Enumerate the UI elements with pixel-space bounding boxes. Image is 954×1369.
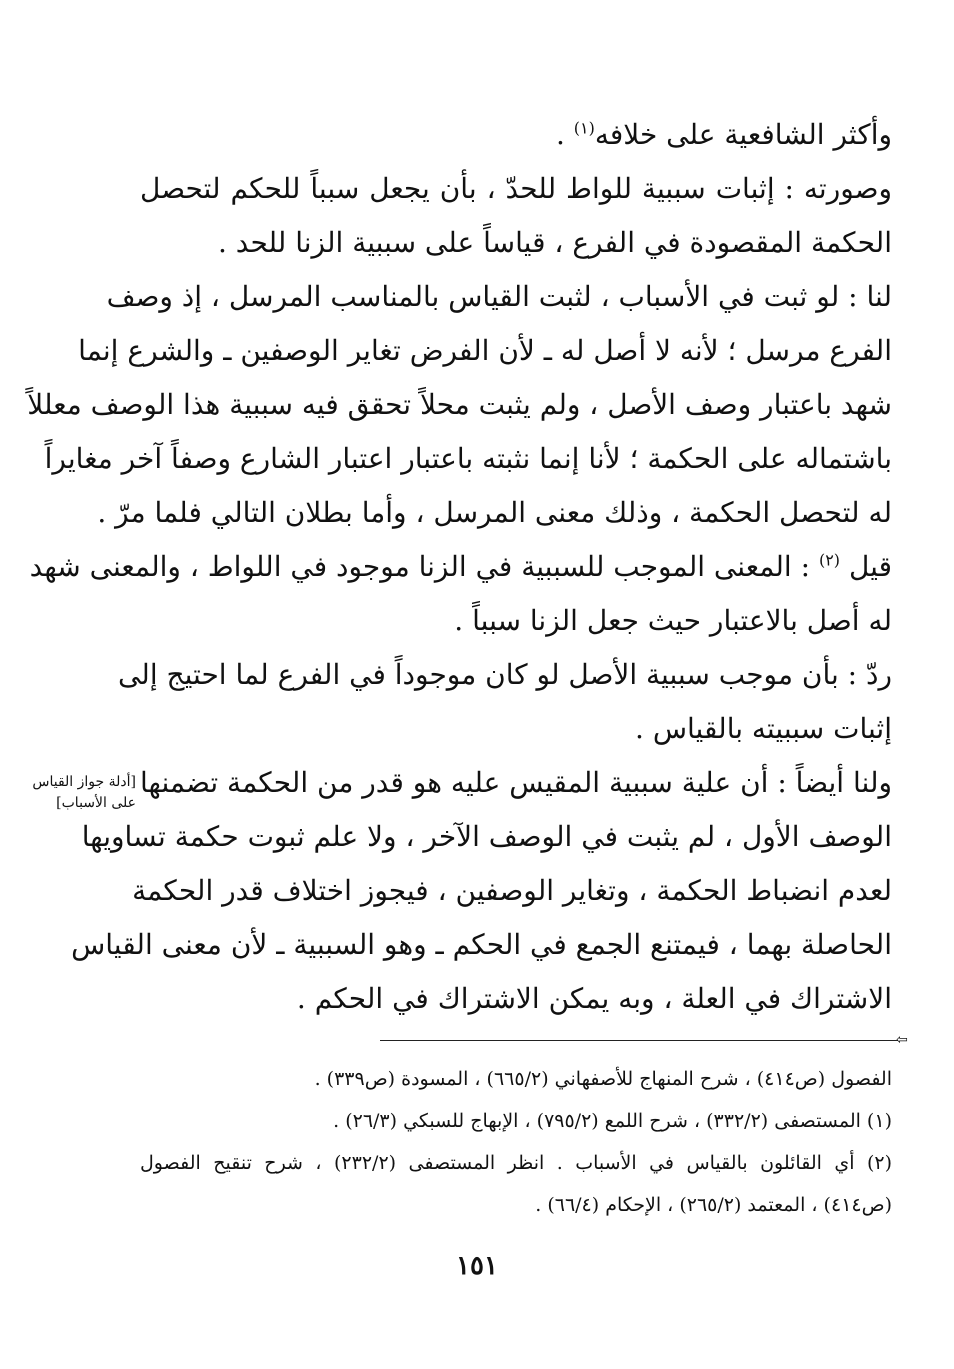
footnote-ref[interactable]: (٢) — [818, 550, 841, 570]
text-line: باشتماله على الحكمة ؛ لأنا إنما نثبته باعتبار اعتبار الشارع وصفاً آخر مغايراً — [44, 442, 892, 475]
footnote-line: الفصول (ص٤١٤) ، شرح المنهاج للأصفهاني (٦٦٥/٢) ، المسودة (ص٣٣٩) . — [314, 1068, 892, 1090]
footnote-divider — [380, 1040, 898, 1041]
margin-heading: [أدلة جواز القياس على الأسباب] — [32, 774, 136, 811]
footnote-line: (ص٤١٤) ، المعتمد (٢٦٥/٢) ، الإحكام (٦٦/٤) . — [535, 1194, 892, 1216]
text-line: إثبات سببيته بالقياس . — [635, 712, 892, 745]
text-line: وأكثر الشافعية على خلافه$^{(١)}$ . — [555, 118, 892, 151]
text-line: لنا : لو ثبت في الأسباب ، لثبت القياس بالمناسب المرسل ، إذ وصف — [106, 280, 892, 313]
page-number: ١٥١ — [456, 1251, 498, 1281]
text-line: لعدم انضباط الحكمة ، وتغاير الوصفين ، فيجوز اختلاف قدر الحكمة — [132, 874, 892, 907]
arrow-left-icon: ⇦ — [896, 1032, 908, 1048]
text-line: الفرع مرسل ؛ لأنه لا أصل له ـ لأن الفرض تغاير الوصفين ـ والشرع إنما — [78, 334, 892, 367]
footnotes — [140, 1058, 892, 1226]
text-line: ولنا أيضاً : أن علية سببية المقيس عليه هو قدر من الحكمة تضمنها — [140, 766, 892, 799]
footnote-line: (٢) أي القائلون بالقياس في الأسباب . انظر المستصفى (٢٣٢/٢) ، شرح تنقيح الفصول — [140, 1152, 893, 1174]
text-line: وصورته : إثبات سببية للواط للحدّ ، بأن يجعل سبباً للحكم لتحصل — [140, 172, 892, 205]
text-line: له أصل بالاعتبار حيث جعل الزنا سبباً . — [454, 604, 892, 637]
text-line: الوصف الأول ، لم يثبت في الوصف الآخر ، ولا علم ثبوت حكمة تساويها — [81, 820, 892, 853]
text-line: شهد باعتبار وصف الأصل ، ولم يثبت محلاً تحقق فيه سببية هذا الوصف معللاً — [27, 388, 892, 421]
footnote-ref[interactable]: (١) — [573, 118, 595, 138]
text-line: قيل $^{(٢)}$ : المعنى الموجب للسببية في الزنا موجود في اللواط ، والمعنى شهد — [29, 550, 892, 583]
text-line: ردّ : بأن موجب سببية الأصل لو كان موجوداً في الفرع لما احتيج إلى — [117, 658, 892, 691]
text-line: له لتحصل الحكمة ، وذلك معنى المرسل ، وأما بطلان التالي فلما مرّ . — [97, 496, 892, 529]
footnote-line: (١) المستصفى (٣٣٢/٢) ، شرح اللمع (٧٩٥/٢) ، الإبهاج للسبكي (٢٦/٣) . — [333, 1110, 892, 1132]
text-line: الحاصلة بهما ، فيمتنع الجمع في الحكم ـ وهو السببية ـ لأن معنى القياس — [71, 928, 892, 961]
text-line: الاشتراك في العلة ، وبه يمكن الاشتراك في الحكم . — [296, 982, 892, 1015]
text-line: الحكمة المقصودة في الفرع ، قياساً على سببية الزنا للحد . — [217, 226, 892, 259]
